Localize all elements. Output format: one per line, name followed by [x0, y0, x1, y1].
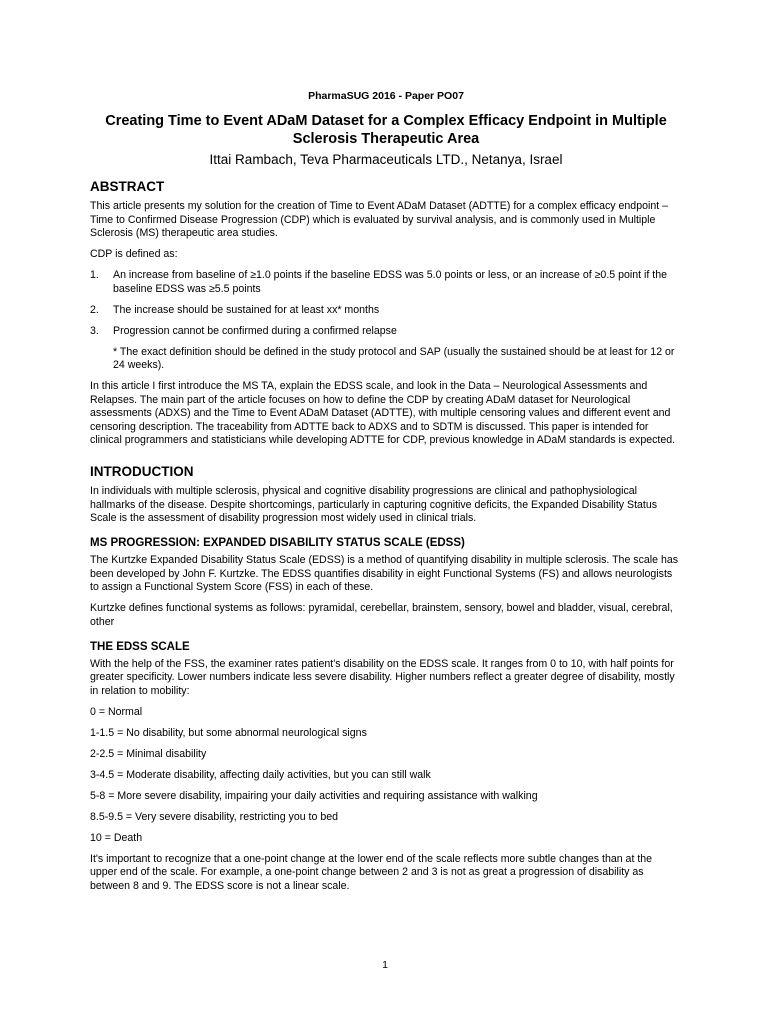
ms-progression-heading: MS PROGRESSION: EXPANDED DISABILITY STATUS SCALE (EDSS) [90, 537, 465, 549]
paper-title: Creating Time to Event ADaM Dataset for a Complex Efficacy Endpoint in Multiple Sclerosis Therapeutic Area [105, 113, 667, 147]
edss-level: 0 = Normal [90, 705, 143, 718]
list-item [90, 269, 682, 296]
list-text: The increase should be sustained for at least xx* months [113, 303, 380, 316]
edss-level: 3-4.5 = Moderate disability, affecting daily activities, but you can still walk [90, 768, 431, 781]
list-text: Progression cannot be confirmed during a confirmed relapse [113, 324, 397, 337]
introduction-paragraph: In individuals with multiple sclerosis, physical and cognitive disability progressions are clinical and pathophysiological hallmarks of the disease. Despite shortcomings, particularly in capturing cognitive deficits, the Expanded Disability Status Scale is the assessment of disability progression most widely used in clinical trials. [90, 485, 658, 524]
edss-level: 10 = Death [90, 831, 143, 844]
author-line: Ittai Rambach, Teva Pharmaceuticals LTD., Netanya, Israel [209, 152, 563, 167]
footnote-paragraph: * The exact definition should be defined in the study protocol and SAP (usually the sustained should be at least for 12 or 24 weeks). [113, 345, 675, 371]
edss-level: 5-8 = More severe disability, impairing your daily activities and requiring assistance with walking [90, 789, 538, 802]
paper-page [90, 90, 682, 901]
edss-scale-heading: THE EDSS SCALE [90, 640, 190, 653]
cdp-definition-intro: CDP is defined as: [90, 248, 178, 260]
edss-level: 1-1.5 = No disability, but some abnormal neurological signs [90, 726, 367, 739]
list-number: 2. [90, 303, 99, 316]
cdp-criteria-list [90, 269, 682, 338]
list-item [90, 304, 682, 318]
list-number: 1. [90, 269, 99, 281]
page-number: 1 [382, 959, 388, 971]
conference-label: PharmaSUG 2016 - Paper PO07 [308, 90, 464, 102]
edss-level: 2-2.5 = Minimal disability [90, 747, 207, 760]
introduction-heading: INTRODUCTION [90, 464, 194, 479]
abstract-heading: ABSTRACT [90, 179, 165, 194]
list-item [90, 325, 682, 339]
abstract-paragraph: This article presents my solution for the creation of Time to Event ADaM Dataset (ADTTE) for a complex efficacy endpoint – Time to Confirmed Disease Progression (CDP) which is evaluated by survival analysis, and is commonly used in Multiple Sclerosis (MS) therapeutic area studies. [90, 200, 668, 239]
list-text: An increase from baseline of ≥1.0 points if the baseline EDSS was 5.0 points or less, or an increase of ≥0.5 point if the baseline EDSS was ≥5.5 points [113, 269, 667, 295]
ms-progression-paragraph: The Kurtzke Expanded Disability Status Scale (EDSS) is a method of quantifying disability in multiple sclerosis. The scale has been developed by John F. Kurtzke. The EDSS quantifies disability in eight Functional Systems (FS) and allows neurologists to assign a Functional System Score (FSS) in each of these. [90, 554, 679, 593]
edss-scale-paragraph: It's important to recognize that a one-point change at the lower end of the scale reflects more subtle changes than at the upper end of the scale. For example, a one-point change between 2 and 3 is not as great a progression of disability as between 8 and 9. The EDSS score is not a linear scale. [90, 852, 653, 892]
list-number: 3. [90, 324, 99, 337]
edss-level: 8.5-9.5 = Very severe disability, restricting you to bed [90, 810, 339, 823]
ms-progression-paragraph: Kurtzke defines functional systems as follows: pyramidal, cerebellar, brainstem, sensory, bowel and bladder, visual, cerebral, other [90, 602, 673, 628]
abstract-paragraph: In this article I first introduce the MS TA, explain the EDSS scale, and look in the Data – Neurological Assessments and Relapses. The main part of the article focuses on how to define the CDP by creating ADaM dataset for Neurological assessments (ADXS) and the Time to Event ADaM Dataset (ADTTE), with multiple censoring values and different event and censoring description. The traceability from ADTTE back to ADXS and to SDTM is discussed. This paper is intended for clinical programmers and statisticians while developing ADTTE for CDP, previous knowledge in ADaM standards is expected. [90, 380, 676, 446]
edss-scale-paragraph: With the help of the FSS, the examiner rates patient's disability on the EDSS scale. It ranges from 0 to 10, with half points for greater specificity. Lower numbers indicate less severe disability. Higher numbers reflect a greater degree of disability, mostly in relation to mobility: [90, 657, 675, 697]
